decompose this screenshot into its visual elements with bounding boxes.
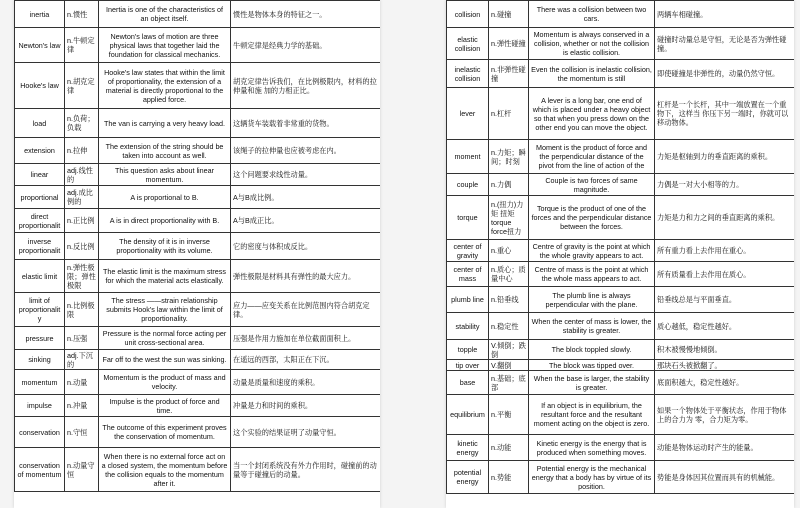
translation-cell: 胡克定律告诉我们，在比例极限内，材料的拉伸量和施 加的力相正比。 (231, 63, 381, 109)
definition-cell: If an object is in equilibrium, the resultant force and the resultant moment acting on the object is zero. (529, 395, 655, 435)
table-row (447, 371, 795, 395)
pos-cell: V.翻倒 (489, 360, 529, 371)
table-row (15, 417, 381, 448)
translation-cell: 冲量是力和时间的乘积。 (231, 395, 381, 417)
table-row (447, 60, 795, 88)
translation-cell: 力矩是力和力之间的垂直距离的乘积。 (655, 196, 795, 240)
table-row (15, 186, 381, 209)
table-row (15, 209, 381, 233)
pos-cell: n.负荷；负载 (65, 109, 99, 138)
pos-cell: n.重心 (489, 240, 529, 262)
pos-cell: V.倾倒；跌倒 (489, 340, 529, 360)
definition-cell: Impulse is the product of force and time. (99, 395, 231, 417)
table-row (15, 109, 381, 138)
term-cell: stability (447, 313, 489, 340)
table-row (447, 196, 795, 240)
translation-cell: 弹性极限是材料具有弹性的最大应力。 (231, 260, 381, 293)
term-cell: conservation of momentum (15, 448, 65, 492)
translation-cell: 当一个封闭系统没有外力作用时，碰撞前的动量等于碰撞后的动量。 (231, 448, 381, 492)
term-cell: moment (447, 140, 489, 174)
pos-cell: n.平衡 (489, 395, 529, 435)
pos-cell: n.势能 (489, 461, 529, 494)
translation-cell: 它的密度与体积成反比。 (231, 233, 381, 260)
translation-cell: 应力——应变关系在比例范围内符合胡克定律。 (231, 293, 381, 327)
pos-cell: n.稳定性 (489, 313, 529, 340)
definition-cell: Moment is the product of force and the perpendicular distance of the pivot from the line of action of the (529, 140, 655, 174)
pos-cell: n.动量守恒 (65, 448, 99, 492)
translation-cell: 杠杆是一个长杆，其中一端放置在一个重物下，这样当 你压下另一端时，你就可以移动物体。 (655, 88, 795, 140)
pos-cell: n.非弹性碰撞 (489, 60, 529, 88)
definition-cell: There was a collision between two cars. (529, 1, 655, 28)
term-cell: pressure (15, 327, 65, 350)
table-row (15, 164, 381, 186)
pos-cell: n.反比例 (65, 233, 99, 260)
page-left (14, 0, 380, 508)
definition-cell: Centre of gravity is the point at which the whole gravity appears to act. (529, 240, 655, 262)
page-right (446, 0, 794, 508)
definition-cell: The elastic limit is the maximum stress for which the material acts elastically. (99, 260, 231, 293)
translation-cell: 这个实验的结果证明了动量守恒。 (231, 417, 381, 448)
translation-cell: 所有质量看上去作用在质心。 (655, 262, 795, 287)
definition-cell: Torque is the product of one of the forces and the perpendicular distance between the forces. (529, 196, 655, 240)
pos-cell: adj.线性的 (65, 164, 99, 186)
translation-cell: 那块石头被掀翻了。 (655, 360, 795, 371)
term-cell: elastic limit (15, 260, 65, 293)
definition-cell: This question asks about linear momentum. (99, 164, 231, 186)
definition-cell: When the center of mass is lower, the stability is greater. (529, 313, 655, 340)
pos-cell: n.力偶 (489, 174, 529, 196)
term-cell: direct proportionalit (15, 209, 65, 233)
term-cell: lever (447, 88, 489, 140)
pos-cell: n.比例极限 (65, 293, 99, 327)
table-row (15, 448, 381, 492)
term-cell: tip over (447, 360, 489, 371)
pos-cell: n.杠杆 (489, 88, 529, 140)
table-row (15, 350, 381, 370)
table-row (447, 240, 795, 262)
translation-cell: 势能是身体因其位置而具有的机械能。 (655, 461, 795, 494)
definition-cell: The outcome of this experiment proves the conservation of momentum. (99, 417, 231, 448)
definition-cell: The plumb line is always perpendicular with the plane. (529, 287, 655, 313)
translation-cell: A与B成比例。 (231, 186, 381, 209)
definition-cell: Momentum is always conserved in a collision, whether or not the collision is elastic collision. (529, 28, 655, 60)
definition-cell: The block toppled slowly. (529, 340, 655, 360)
translation-cell: 在遥远的西部，太阳正在下沉。 (231, 350, 381, 370)
term-cell: potential energy (447, 461, 489, 494)
term-cell: momentum (15, 370, 65, 395)
translation-cell: 底面积越大，稳定性越好。 (655, 371, 795, 395)
table-row (447, 174, 795, 196)
table-row (15, 28, 381, 63)
definition-cell: Kinetic energy is the energy that is produced when something moves. (529, 435, 655, 461)
translation-cell: 所有重力看上去作用在重心。 (655, 240, 795, 262)
definition-cell: Even the collision is inelastic collision, the momentum is still (529, 60, 655, 88)
translation-cell: 碰撞时动量总是守恒，无论是否为弹性碰撞。 (655, 28, 795, 60)
table-row (15, 138, 381, 164)
pos-cell: n.拉伸 (65, 138, 99, 164)
table-row (15, 395, 381, 417)
definition-cell: Centre of mass is the point at which the whole mass appears to act. (529, 262, 655, 287)
table-row (447, 262, 795, 287)
pos-cell: n.冲量 (65, 395, 99, 417)
definition-cell: When there is no external force act on a closed system, the momentum before the collision equals to the momentum after it. (99, 448, 231, 492)
table-row (15, 327, 381, 350)
term-cell: base (447, 371, 489, 395)
pos-cell: n.碰撞 (489, 1, 529, 28)
term-cell: inverse proportionalit (15, 233, 65, 260)
table-row (447, 461, 795, 494)
table-row (447, 435, 795, 461)
translation-cell: 这个问题要求线性动量。 (231, 164, 381, 186)
translation-cell: 积木被慢慢地倾倒。 (655, 340, 795, 360)
table-row (15, 63, 381, 109)
term-cell: Hooke's law (15, 63, 65, 109)
pos-cell: n.动能 (489, 435, 529, 461)
term-cell: kinetic energy (447, 435, 489, 461)
translation-cell: 如果一个物体处于平衡状态，作用于物体上的合力为 零，合力矩为零。 (655, 395, 795, 435)
definition-cell: Potential energy is the mechanical energy that a body has by virtue of its position. (529, 461, 655, 494)
definition-cell: The van is carrying a very heavy load. (99, 109, 231, 138)
pos-cell: n.正比例 (65, 209, 99, 233)
term-cell: limit of proportionalit y (15, 293, 65, 327)
term-cell: inertia (15, 1, 65, 28)
definition-cell: Momentum is the product of mass and velocity. (99, 370, 231, 395)
translation-cell: 压强是作用力施加在单位截面面积上。 (231, 327, 381, 350)
definition-cell: Far off to the west the sun was sinking. (99, 350, 231, 370)
table-row (447, 140, 795, 174)
vocab-table-left (14, 0, 380, 492)
pos-cell: n.力矩；瞬间；时刻 (489, 140, 529, 174)
term-cell: conservation (15, 417, 65, 448)
table-row (447, 313, 795, 340)
pos-cell: n.基础；底部 (489, 371, 529, 395)
translation-cell: 质心越低，稳定性越好。 (655, 313, 795, 340)
table-row (447, 88, 795, 140)
pos-cell: n.铅垂线 (489, 287, 529, 313)
term-cell: sinking (15, 350, 65, 370)
definition-cell: Couple is two forces of same magnitude. (529, 174, 655, 196)
translation-cell: 该绳子的拉伸量也应被考虑在内。 (231, 138, 381, 164)
definition-cell: Inertia is one of the characteristics of an object itself. (99, 1, 231, 28)
translation-cell: 铅垂线总是与平面垂直。 (655, 287, 795, 313)
table-row (447, 28, 795, 60)
pos-cell: n.牛顿定律 (65, 28, 99, 63)
term-cell: center of mass (447, 262, 489, 287)
definition-cell: When the base is larger, the stability is greater. (529, 371, 655, 395)
table-row (15, 1, 381, 28)
term-cell: proportional (15, 186, 65, 209)
definition-cell: A is in direct proportionality with B. (99, 209, 231, 233)
definition-cell: A lever is a long bar, one end of which is placed under a heavy object so that when you press down on the other end you can move the object. (529, 88, 655, 140)
term-cell: center of gravity (447, 240, 489, 262)
translation-cell: 牛顿定律是经典力学的基础。 (231, 28, 381, 63)
translation-cell: 惯性是物体本身的特征之一。 (231, 1, 381, 28)
translation-cell: A与B成正比。 (231, 209, 381, 233)
term-cell: topple (447, 340, 489, 360)
term-cell: impulse (15, 395, 65, 417)
definition-cell: The block was tipped over. (529, 360, 655, 371)
translation-cell: 这辆货车装载着非常重的货物。 (231, 109, 381, 138)
term-cell: linear (15, 164, 65, 186)
term-cell: Newton's law (15, 28, 65, 63)
table-row (447, 1, 795, 28)
pos-cell: adj.成比例的 (65, 186, 99, 209)
table-row (15, 260, 381, 293)
table-row (447, 360, 795, 371)
translation-cell: 力矩是枢轴到力的垂直距离的乘积。 (655, 140, 795, 174)
pos-cell: n.质心；质量中心 (489, 262, 529, 287)
definition-cell: A is proportional to B. (99, 186, 231, 209)
table-row (447, 287, 795, 313)
term-cell: inelastic collision (447, 60, 489, 88)
pos-cell: n.胡克定律 (65, 63, 99, 109)
table-row (15, 370, 381, 395)
translation-cell: 力偶是一对大小相等的力。 (655, 174, 795, 196)
translation-cell: 两辆车相碰撞。 (655, 1, 795, 28)
table-row (447, 340, 795, 360)
pos-cell: n.弹性碰撞 (489, 28, 529, 60)
term-cell: load (15, 109, 65, 138)
term-cell: equilibrium (447, 395, 489, 435)
definition-cell: Hooke's law states that within the limit of proportionality, the extension of a material is directly proportional to the applied force. (99, 63, 231, 109)
pos-cell: n.弹性极限；弹性极限 (65, 260, 99, 293)
definition-cell: Pressure is the normal force acting per unit cross-sectional area. (99, 327, 231, 350)
term-cell: couple (447, 174, 489, 196)
pos-cell: n.守恒 (65, 417, 99, 448)
definition-cell: The extension of the string should be taken into account as well. (99, 138, 231, 164)
definition-cell: The density of it is in inverse proportionality with its volume. (99, 233, 231, 260)
term-cell: extension (15, 138, 65, 164)
pos-cell: n.压强 (65, 327, 99, 350)
term-cell: torque (447, 196, 489, 240)
translation-cell: 动量是质量和速度的乘积。 (231, 370, 381, 395)
table-row (15, 293, 381, 327)
translation-cell: 即使碰撞是非弹性的，动量仍然守恒。 (655, 60, 795, 88)
term-cell: elastic collision (447, 28, 489, 60)
definition-cell: The stress ——strain relationship submits Hook's law within the limit of proportionality. (99, 293, 231, 327)
term-cell: plumb line (447, 287, 489, 313)
definition-cell: Newton's laws of motion are three physical laws that together laid the foundation for classical mechanics. (99, 28, 231, 63)
vocab-table-right (446, 0, 794, 494)
translation-cell: 动能是物体运动时产生的能量。 (655, 435, 795, 461)
pos-cell: n.惯性 (65, 1, 99, 28)
term-cell: collision (447, 1, 489, 28)
pos-cell: n.动量 (65, 370, 99, 395)
pos-cell: n.(扭力)力矩 扭矩 torque force扭力 (489, 196, 529, 240)
table-row (15, 233, 381, 260)
table-row (447, 395, 795, 435)
pos-cell: adj.下沉的 (65, 350, 99, 370)
